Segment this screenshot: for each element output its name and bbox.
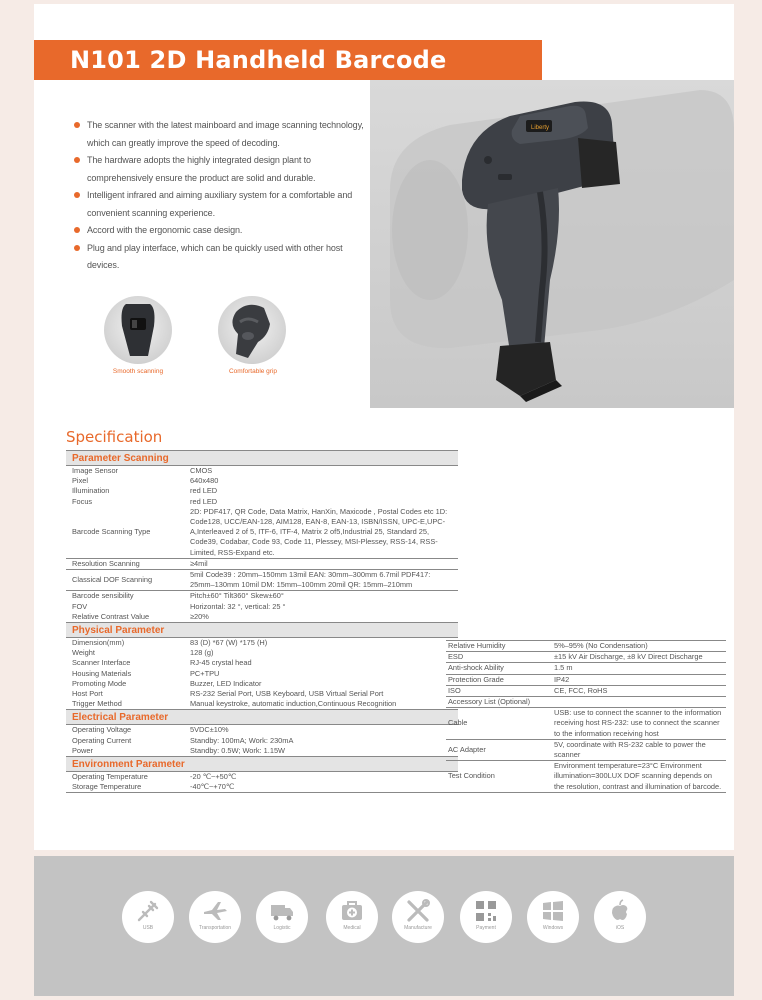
usb-icon <box>122 891 174 943</box>
spec-row <box>66 782 458 793</box>
spec-key: Storage Temperature <box>72 782 142 792</box>
spec-value: -20 ℃~+50℃ <box>190 772 237 782</box>
spec-row <box>446 675 726 686</box>
spec-key: Power <box>72 745 93 755</box>
spec-row <box>66 658 458 668</box>
spec-key: Dimension(mm) <box>72 638 125 648</box>
feature-item: The hardware adopts the highly integrated design plant to comprehensively ensure the product are solid and durable. <box>74 152 364 187</box>
spec-key: ISO <box>448 685 461 695</box>
spec-key: Operating Temperature <box>72 772 148 782</box>
spec-row <box>66 772 458 782</box>
spec-row <box>66 689 458 699</box>
spec-value: ≥20% <box>190 611 209 621</box>
section-title: Electrical Parameter <box>66 710 458 725</box>
icon-label: Windows <box>542 925 564 931</box>
spec-row <box>66 486 458 496</box>
spec-row <box>66 497 458 507</box>
spec-row <box>66 466 458 476</box>
hero-product-image <box>370 80 734 408</box>
icon-label: Transportation <box>198 925 232 931</box>
spec-row <box>446 652 726 663</box>
spec-value: 83 (D) *67 (W) *175 (H) <box>190 638 268 648</box>
icon-label: Medical <box>343 925 361 931</box>
spec-key: FOV <box>72 601 88 611</box>
spec-value: Buzzer, LED Indicator <box>190 678 262 688</box>
spec-row <box>66 559 458 570</box>
section-title: Parameter Scanning <box>66 451 458 466</box>
spec-value: red LED <box>190 496 218 506</box>
spec-value: Standby: 100mA; Work: 230mA <box>190 735 294 745</box>
spec-row <box>66 679 458 689</box>
spec-value: PC+TPU <box>190 668 220 678</box>
spec-value: 2D: PDF417, QR Code, Data Matrix, HanXin, Maxicode , Postal Codes etc 1D: Code128, UCC/EAN-128, AIM128, EAN-8, EAN-13, ISBN/ISSN, UPC-E,UPC-A,Interleaved 2 of 5, ITF-6, ITF-4, Matrix 2 of5,Industrial 25, Standard 25, Code39, Codabar, Code 93, Code 11, Plessey, MSI-Plessey, RSS-14, RSS-Limited, RSS-Expand etc. <box>190 506 448 557</box>
thumb-caption: Comfortable grip <box>228 368 278 375</box>
product-sheet <box>34 4 734 850</box>
qr-code-icon <box>460 891 512 943</box>
spec-key: Barcode sensibility <box>72 591 134 601</box>
spec-key: Relative Contrast Value <box>72 611 150 621</box>
spec-key: AC Adapter <box>448 744 486 754</box>
spec-key: Accessory List (Optional) <box>448 697 531 707</box>
hero-screen-text: Liberty <box>531 125 550 131</box>
spec-key: Promoting Mode <box>72 678 127 688</box>
truck-icon <box>256 891 308 943</box>
wrench-screwdriver-icon <box>392 891 444 943</box>
spec-row <box>66 507 458 559</box>
spec-key: Relative Humidity <box>448 641 506 650</box>
spec-row <box>66 725 458 735</box>
spec-table-right <box>446 640 726 793</box>
thumb-comfortable-grip <box>218 296 286 364</box>
spec-row <box>66 746 458 757</box>
icon-label: USB <box>142 925 154 931</box>
spec-row <box>66 699 458 710</box>
spec-row <box>66 602 458 612</box>
spec-key: Cable <box>448 718 468 728</box>
feature-item: Accord with the ergonomic case design. <box>74 222 364 240</box>
spec-row <box>446 663 726 674</box>
section-title: Environment Parameter <box>66 757 458 772</box>
spec-row <box>66 648 458 658</box>
spec-value: IP42 <box>554 674 570 684</box>
spec-key: Image Sensor <box>72 466 119 475</box>
spec-row <box>446 761 726 793</box>
spec-value: red LED <box>190 486 218 496</box>
spec-key: Pixel <box>72 476 89 486</box>
spec-key: Focus <box>72 496 93 506</box>
spec-key: Test Condition <box>448 771 495 781</box>
spec-row <box>446 740 726 761</box>
spec-key: Trigger Method <box>72 699 122 709</box>
spec-value: -40℃~+70℃ <box>190 782 235 792</box>
apple-logo-icon <box>594 891 646 943</box>
medical-kit-icon <box>326 891 378 943</box>
spec-value: ±15 kV Air Discharge, ±8 kV Direct Discharge <box>554 652 703 662</box>
icon-label: Payment <box>476 925 496 931</box>
spec-value: Standby: 0.5W; Work: 1.15W <box>190 745 286 755</box>
spec-value: Pitch±60° Tilt360° Skew±60° <box>190 591 284 601</box>
thumb-smooth-scanning <box>104 296 172 364</box>
feature-item: Plug and play interface, which can be quickly used with other host devices. <box>74 240 364 275</box>
spec-row <box>446 697 726 708</box>
spec-key: Housing Materials <box>72 668 132 678</box>
spec-value: 640x480 <box>190 476 219 486</box>
feature-item: Intelligent infrared and aiming auxiliary system for a comfortable and convenient scanning experience. <box>74 187 364 222</box>
feature-list <box>74 117 364 275</box>
icon-label: iOS <box>615 925 625 931</box>
spec-key: Classical DOF Scanning <box>72 575 153 585</box>
spec-value: USB: use to connect the scanner to the information receiving host RS-232: use to connect the scanner to the information receiving host <box>554 708 722 738</box>
spec-value: Horizontal: 32 °, vertical: 25 ° <box>190 601 286 611</box>
spec-row <box>66 638 458 648</box>
spec-value: Environment temperature=23°C Environment illumination=300LUX DOF scanning depends on the resolution, contrast and illumination of barcode. <box>554 761 722 791</box>
spec-value: 128 (g) <box>190 648 214 658</box>
spec-value: CMOS <box>190 466 213 475</box>
feature-item: The scanner with the latest mainboard and image scanning technology, which can greatly improve the speed of decoding. <box>74 117 364 152</box>
icon-label: Manufacture <box>404 925 432 931</box>
windows-logo-icon <box>527 891 579 943</box>
spec-row <box>66 476 458 486</box>
spec-key: Operating Current <box>72 735 132 745</box>
spec-key: Operating Voltage <box>72 725 132 735</box>
spec-row <box>66 669 458 679</box>
spec-table-left <box>66 450 458 793</box>
spec-key: Barcode Scanning Type <box>72 527 151 537</box>
section-title: Physical Parameter <box>66 623 458 638</box>
spec-value: 5mil Code39 : 20mm–150mm 13mil EAN: 30mm–300mm 6.7mil PDF417: 25mm–130mm 10mil DM: 15mm–100mm 20mil QR: 15mm–210mm <box>190 570 431 590</box>
spec-key: Protection Grade <box>448 674 504 684</box>
spec-key: Illumination <box>72 486 110 496</box>
spec-heading: Specification <box>66 428 163 446</box>
application-footer <box>34 856 734 996</box>
scanner-illustration <box>370 80 734 408</box>
spec-row <box>66 612 458 623</box>
spec-key: Anti-shock Ability <box>448 663 504 673</box>
title-banner <box>34 40 542 114</box>
spec-value: RS-232 Serial Port, USB Keyboard, USB Virtual Serial Port <box>190 689 384 699</box>
spec-value: RJ-45 crystal head <box>190 658 252 668</box>
spec-key: ESD <box>448 652 464 662</box>
spec-row <box>446 708 726 740</box>
scanner-grip-icon <box>218 296 286 364</box>
spec-value <box>554 697 726 707</box>
spec-key: Weight <box>72 648 95 658</box>
spec-key: Resolution Scanning <box>72 558 140 568</box>
spec-row <box>446 686 726 697</box>
spec-row <box>446 641 726 652</box>
icon-label: Logistic <box>273 925 291 931</box>
page-title: N101 2D Handheld Barcode Scanner <box>70 46 447 114</box>
spec-row <box>66 591 458 601</box>
spec-key: Scanner Interface <box>72 658 131 668</box>
spec-value: CE, FCC, RoHS <box>554 685 608 695</box>
thumb-caption: Smooth scanning <box>112 368 164 375</box>
spec-value: 5V, coordinate with RS-232 cable to power the scanner <box>554 739 706 760</box>
spec-row <box>66 570 458 591</box>
airplane-icon <box>189 891 241 943</box>
spec-value: Manual keystroke, automatic induction,Continuous Recognition <box>190 699 397 709</box>
spec-value: 5%–95% (No Condensation) <box>554 641 648 650</box>
scanner-front-icon <box>104 296 172 364</box>
spec-value: 1.5 m <box>554 663 573 673</box>
spec-key: Host Port <box>72 689 103 699</box>
spec-value: 5VDC±10% <box>190 725 229 735</box>
spec-row <box>66 736 458 746</box>
spec-value: ≥4mil <box>190 558 208 568</box>
